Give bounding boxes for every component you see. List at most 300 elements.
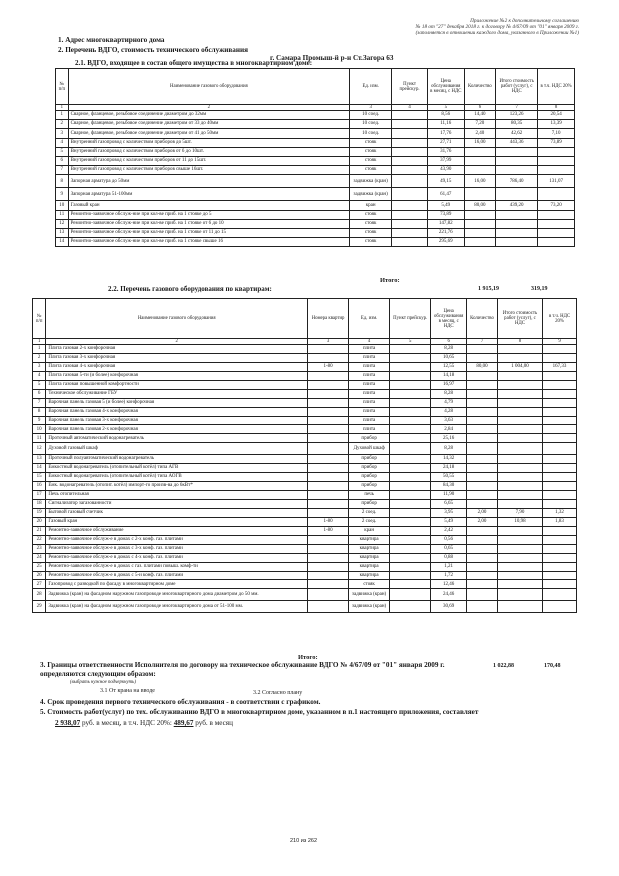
table-cell: 80,00 [464, 201, 496, 210]
table-cell [496, 166, 538, 175]
table-cell [496, 238, 538, 247]
table-cell [392, 120, 428, 129]
table-cell [543, 389, 577, 398]
table-cell: кран [350, 201, 392, 210]
table-cell [467, 425, 498, 434]
table-cell: 16 [33, 482, 46, 491]
table-2-total-nds: 170,48 [544, 663, 561, 669]
column-number: 3 [308, 339, 349, 345]
table-row [56, 120, 575, 129]
table-cell: Проточный автоматический водонагреватель [46, 434, 308, 443]
table-cell: 10 соед. [350, 120, 392, 129]
column-number: 2 [46, 339, 308, 345]
table-cell [467, 589, 498, 601]
appendix-header-line: № 18 от "27" декабря 2018 г. к договору № 4/67/09 от "01" января 2009 г. [415, 24, 579, 30]
table-row [56, 129, 575, 138]
table-cell [497, 491, 542, 500]
table-cell: 27,71 [427, 138, 464, 147]
table-cell [467, 553, 498, 562]
table-cell: квартира [349, 553, 390, 562]
table-cell [467, 380, 498, 389]
section-3-note: (выбрать нужное подчеркнуть) [70, 680, 136, 685]
table-cell: 80,35 [496, 120, 538, 129]
table-row [33, 571, 577, 580]
table-cell [538, 156, 575, 165]
table-cell: Ремонтно-заявочное обслуж-ние при кол-ве приб. на 1 стояке от 6 до 10 [68, 219, 350, 228]
table-cell [390, 526, 431, 535]
table-cell: 50,55 [431, 473, 467, 482]
table-cell [390, 491, 431, 500]
table-cell: Сварное, фланцевое, резьбовое соединение диаметром от 41 до 50мм [68, 129, 350, 138]
column-number: 4 [392, 105, 428, 111]
table-cell: Задвижка (кран) на фасадном наружном газопроводе многоквартирного дома диаметром до 50 мм. [46, 589, 308, 601]
table-cell [543, 571, 577, 580]
table-cell: 37,99 [427, 156, 464, 165]
table-cell [308, 553, 349, 562]
table-cell: 7 [56, 166, 69, 175]
column-number: 4 [349, 339, 390, 345]
table-row [33, 508, 577, 517]
table-cell [543, 482, 577, 491]
column-number: 2 [68, 105, 350, 111]
table-cell [308, 345, 349, 354]
table-cell: 2,84 [431, 425, 467, 434]
table-row [33, 473, 577, 482]
table-cell: Плита газовая 2-х конфорочная [46, 345, 308, 354]
table-cell [497, 500, 542, 509]
appendix-header-line: (заполняется в отношении каждого дома, указанного в Приложении №1) [415, 30, 579, 36]
table-cell: плита [349, 416, 390, 425]
section-4-text: 4. Срок проведения первого технического обслуживания - в соответствии с графиком. [40, 698, 321, 706]
table-cell [467, 491, 498, 500]
column-number: 7 [467, 339, 498, 345]
table-cell: Газовый кран [68, 201, 350, 210]
table-cell [497, 443, 542, 455]
table-cell [308, 416, 349, 425]
table-cell [390, 482, 431, 491]
table-row [56, 219, 575, 228]
table-cell: Духовой шкаф [349, 443, 390, 455]
table-cell [308, 491, 349, 500]
table-cell [464, 219, 496, 228]
table-cell: стояк [350, 219, 392, 228]
table-cell: 84,30 [431, 482, 467, 491]
monthly-cost-text: руб. в месяц, в т.ч. НДС 20%: [81, 719, 172, 727]
table-cell [390, 389, 431, 398]
table-cell: прибор [349, 455, 390, 464]
table-cell [497, 455, 542, 464]
table-cell [467, 353, 498, 362]
table-cell: кран [349, 526, 390, 535]
table-row [56, 188, 575, 201]
table-row [56, 156, 575, 165]
header-name: Наименование газового оборудования [46, 299, 308, 339]
table-cell [497, 464, 542, 473]
table-cell: 20 [33, 517, 46, 526]
table-cell: Проточный полуавтоматический водонагреватель [46, 455, 308, 464]
table-cell: плита [349, 362, 390, 371]
table-cell: 10 [56, 201, 69, 210]
table-cell [467, 562, 498, 571]
table-row [33, 398, 577, 407]
table-cell: 9 [33, 416, 46, 425]
table-cell [392, 129, 428, 138]
table-cell [543, 398, 577, 407]
table-cell [497, 482, 542, 491]
table-cell [390, 407, 431, 416]
table-cell [497, 425, 542, 434]
table-cell: плита [349, 345, 390, 354]
table-cell: квартира [349, 535, 390, 544]
table-cell [390, 443, 431, 455]
table-cell [308, 455, 349, 464]
table-cell: 17 [33, 491, 46, 500]
table-cell: Емкостный водонагреватель (отопительный котёл) типа АГВ [46, 464, 308, 473]
table-cell [543, 380, 577, 389]
table-cell [464, 210, 496, 219]
table-cell: 147,82 [427, 219, 464, 228]
table-cell: 7,90 [497, 508, 542, 517]
table-cell [390, 500, 431, 509]
table-header-row [33, 299, 577, 339]
table-cell [497, 371, 542, 380]
table-cell: задвижка (кран) [349, 589, 390, 601]
table-row [33, 500, 577, 509]
table-cell: 8 [33, 407, 46, 416]
table-cell: 2 [33, 353, 46, 362]
table-cell: 443,36 [496, 138, 538, 147]
table-cell: 13,39 [538, 120, 575, 129]
table-cell [390, 362, 431, 371]
table-cell [392, 175, 428, 188]
section-3-title: 3. Границы ответственности Исполнителя по договору на техническое обслуживание ВДГО № 4/67/09 от "01" января 2009 г. [40, 661, 445, 669]
table-cell: 16,97 [431, 380, 467, 389]
table-row [33, 589, 577, 601]
boundary-option-2: 3.2 Согласно плану [253, 690, 303, 696]
table-cell [392, 166, 428, 175]
table-cell [392, 210, 428, 219]
table-cell: Внутренний газопровод с количеством приборов до 5шт. [68, 138, 350, 147]
column-number: 6 [431, 339, 467, 345]
table-cell [390, 589, 431, 601]
table-cell [308, 371, 349, 380]
table-cell [497, 353, 542, 362]
table-cell: 2,00 [467, 517, 498, 526]
table-cell [543, 345, 577, 354]
table-cell: стояк [350, 138, 392, 147]
table-cell: 14,40 [464, 111, 496, 120]
table-cell: 1,72 [431, 571, 467, 580]
table-cell [543, 526, 577, 535]
table-cell [543, 371, 577, 380]
table-cell: 7 [33, 398, 46, 407]
table-cell [538, 147, 575, 156]
table-cell: 7,20 [464, 120, 496, 129]
table-cell: Техническое обслуживание ГБУ [46, 389, 308, 398]
table-cell: 3,95 [431, 508, 467, 517]
table-cell [467, 526, 498, 535]
table-cell: 4,79 [431, 398, 467, 407]
table-cell [390, 473, 431, 482]
table-cell [467, 482, 498, 491]
table-cell [467, 407, 498, 416]
table-row [33, 517, 577, 526]
table-cell: 6,65 [431, 500, 467, 509]
table-cell: Ремонтно-заявочное обслуж-ние при кол-ве приб. на 1 стояке до 5 [68, 210, 350, 219]
table-cell: 80,00 [467, 362, 498, 371]
table-cell [496, 147, 538, 156]
table-cell: 10 соед. [350, 111, 392, 120]
table-row [33, 544, 577, 553]
table-cell: 14 [33, 464, 46, 473]
header-pricelist: Пункт прейскур. [392, 69, 428, 105]
table-cell [308, 464, 349, 473]
table-1-itogo-label: Итого: [380, 277, 400, 284]
table-cell: 12,55 [431, 362, 467, 371]
table-cell [392, 188, 428, 201]
table-row [33, 416, 577, 425]
table-cell [392, 219, 428, 228]
header-nds: в т.ч. НДС 20% [543, 299, 577, 339]
table-cell: 61,47 [427, 188, 464, 201]
table-cell [543, 455, 577, 464]
table-cell: 26 [33, 571, 46, 580]
table-cell [390, 398, 431, 407]
section-2-2-title: 2.2. Перечень газового оборудования по квартирам: [108, 285, 272, 293]
table-cell [497, 580, 542, 589]
table-cell [390, 345, 431, 354]
table-cell: 11,90 [431, 491, 467, 500]
table-cell: 221,76 [427, 228, 464, 237]
table-cell: Духовой газовый шкаф [46, 443, 308, 455]
table-cell [390, 517, 431, 526]
table-cell [497, 589, 542, 601]
table-cell: 439,20 [496, 201, 538, 210]
table-cell: 131,07 [538, 175, 575, 188]
table-cell [308, 535, 349, 544]
table-cell: 21 [33, 526, 46, 535]
table-cell: 29 [33, 601, 46, 613]
table-cell: 2 [56, 120, 69, 129]
table-cell: квартира [349, 544, 390, 553]
section-2-title: 2. Перечень ВДГО, стоимость технического обслуживания [58, 46, 249, 54]
table-cell [496, 210, 538, 219]
table-cell [464, 166, 496, 175]
table-cell [390, 464, 431, 473]
table-cell: стояк [350, 166, 392, 175]
table-cell [390, 416, 431, 425]
table-cell [497, 526, 542, 535]
table-cell: 1-80 [308, 526, 349, 535]
table-cell [467, 455, 498, 464]
table-cell: 6 [33, 389, 46, 398]
table-row [33, 425, 577, 434]
table-cell [538, 166, 575, 175]
table-cell [390, 535, 431, 544]
table-cell [467, 389, 498, 398]
table-cell [467, 500, 498, 509]
table-cell: 13 [56, 228, 69, 237]
table-cell [543, 425, 577, 434]
table-cell [467, 473, 498, 482]
table-cell: 4 [33, 371, 46, 380]
table-cell: Ремонтно-заявочное обслуж-е в домах с 2-х конф. газ. плитами [46, 535, 308, 544]
table-cell [467, 601, 498, 613]
table-cell: плита [349, 425, 390, 434]
table-cell [392, 147, 428, 156]
header-pricelist: Пункт прейскур. [390, 299, 431, 339]
table-cell [308, 562, 349, 571]
table-cell [392, 111, 428, 120]
table-cell: 20,54 [538, 111, 575, 120]
table-cell [497, 473, 542, 482]
table-cell: 12 [56, 219, 69, 228]
table-cell [543, 535, 577, 544]
table-cell: Внутренний газопровод с количеством приборов от 6 до 10шт. [68, 147, 350, 156]
table-cell: 295,69 [427, 238, 464, 247]
table-cell: 30,69 [431, 601, 467, 613]
table-cell [496, 228, 538, 237]
table-cell: стояк [350, 156, 392, 165]
table-cell: Ремонтно-заявочное обслуж-ние при кол-ве приб. на 1 стояке от 11 до 15 [68, 228, 350, 237]
table-row [56, 147, 575, 156]
table-cell [497, 544, 542, 553]
column-number: 5 [390, 339, 431, 345]
table-header-row [56, 69, 575, 105]
table-cell: Варочная панель газовая 5 (и более) конфорочная [46, 398, 308, 407]
table-cell [308, 508, 349, 517]
table-cell: Ремонтно-заявочное обслуж-е в домах с 4-х конф. газ. плитами [46, 553, 308, 562]
table-1-total: 1 915,19 [478, 286, 499, 292]
table-cell [497, 434, 542, 443]
house-address: г. Самара Промыш-й р-н Ст.Загора 63 [270, 54, 394, 62]
table-cell: 5,49 [427, 201, 464, 210]
table-row [33, 601, 577, 613]
table-cell [392, 238, 428, 247]
table-cell [308, 353, 349, 362]
table-row [33, 482, 577, 491]
table-cell [390, 508, 431, 517]
table-cell: 24,46 [431, 589, 467, 601]
table-cell: 49,15 [427, 175, 464, 188]
table-cell: печь [349, 491, 390, 500]
table-cell [308, 589, 349, 601]
table-cell: 4,28 [431, 407, 467, 416]
table-cell: стояк [350, 228, 392, 237]
table-cell: 1,83 [543, 517, 577, 526]
table-row [33, 535, 577, 544]
table-cell: Газопровод с разводкой по фасаду в многоквартирном доме [46, 580, 308, 589]
table-cell: 8 [56, 175, 69, 188]
table-cell: задвижка (кран) [350, 175, 392, 188]
appendix-header-line: Приложение №2 к дополнительному соглашению [470, 18, 579, 24]
header-price: Цена обслуживания в месяц, с НДС [427, 69, 464, 105]
table-cell [308, 443, 349, 455]
table-cell [467, 371, 498, 380]
table-cell: прибор [349, 434, 390, 443]
table-cell [308, 571, 349, 580]
table-cell [467, 535, 498, 544]
section-5-text: 5. Стоимость работ(услуг) по тех. обслуживанию ВДГО в многоквартирном доме, указанном в п.1 настоящего приложения, составляет [40, 708, 479, 716]
table-cell: плита [349, 398, 390, 407]
table-cell [543, 589, 577, 601]
table-cell: 10 соед. [350, 129, 392, 138]
table-cell: плита [349, 407, 390, 416]
table-cell [497, 389, 542, 398]
table-cell [467, 464, 498, 473]
table-cell: задвижка (кран) [349, 601, 390, 613]
table-cell [308, 389, 349, 398]
table-cell: Запорная арматура 51-100мм [68, 188, 350, 201]
monthly-cost-value: 2 938,07 [55, 719, 81, 727]
table-cell [543, 500, 577, 509]
table-cell: Плита газовая 3-х конфорочная [46, 353, 308, 362]
table-cell [390, 434, 431, 443]
table-cell: Плита газовая 4-х конфорочная [46, 362, 308, 371]
column-number: 9 [543, 339, 577, 345]
header-unit: Ед. изм. [349, 299, 390, 339]
table-cell [464, 156, 496, 165]
table-cell: 12,46 [431, 580, 467, 589]
table-cell: 11 [33, 434, 46, 443]
header-total: Итого стоимость работ (услуг), с НДС [497, 299, 542, 339]
table-row [33, 380, 577, 389]
table-cell [308, 425, 349, 434]
table-cell: 1,21 [431, 562, 467, 571]
table-cell [543, 562, 577, 571]
table-cell: плита [349, 353, 390, 362]
apartment-equipment-table [32, 298, 577, 613]
table-cell: 4 [56, 138, 69, 147]
table-cell: Задвижка (кран) на фасадном наружном газопроводе многоквартирного дома от 51-100 мм. [46, 601, 308, 613]
column-number: 8 [538, 105, 575, 111]
table-cell: 1-80 [308, 517, 349, 526]
header-qty: Количество [464, 69, 496, 105]
table-cell: 0,65 [431, 544, 467, 553]
table-cell [496, 219, 538, 228]
section-3-subtitle: определяются следующим образом: [40, 670, 156, 678]
table-row [33, 553, 577, 562]
table-cell: 8,28 [431, 389, 467, 398]
table-cell: 7,10 [538, 129, 575, 138]
table-cell: 3 [56, 129, 69, 138]
table-cell: Плита газовая 5-ти (и более) конфорочная [46, 371, 308, 380]
table-cell [497, 407, 542, 416]
header-num: № п/п [33, 299, 46, 339]
table-cell: стояк [349, 580, 390, 589]
table-cell: 22 [33, 535, 46, 544]
table-cell [390, 353, 431, 362]
table-cell: 11 [56, 210, 69, 219]
table-cell: 1-80 [308, 362, 349, 371]
table-cell: 15 [33, 473, 46, 482]
table-row [33, 407, 577, 416]
table-cell [464, 228, 496, 237]
table-cell [543, 416, 577, 425]
table-cell: 8,28 [431, 345, 467, 354]
table-cell: 2 соед. [349, 517, 390, 526]
table-cell: 0,56 [431, 535, 467, 544]
table-cell: стояк [350, 238, 392, 247]
table-cell [308, 434, 349, 443]
monthly-nds-text: руб. в месяц [195, 719, 233, 727]
table-row [56, 138, 575, 147]
table-row [33, 491, 577, 500]
column-number: 7 [496, 105, 538, 111]
table-cell: прибор [349, 482, 390, 491]
table-cell: 73,89 [427, 210, 464, 219]
table-cell: 16,00 [464, 175, 496, 188]
